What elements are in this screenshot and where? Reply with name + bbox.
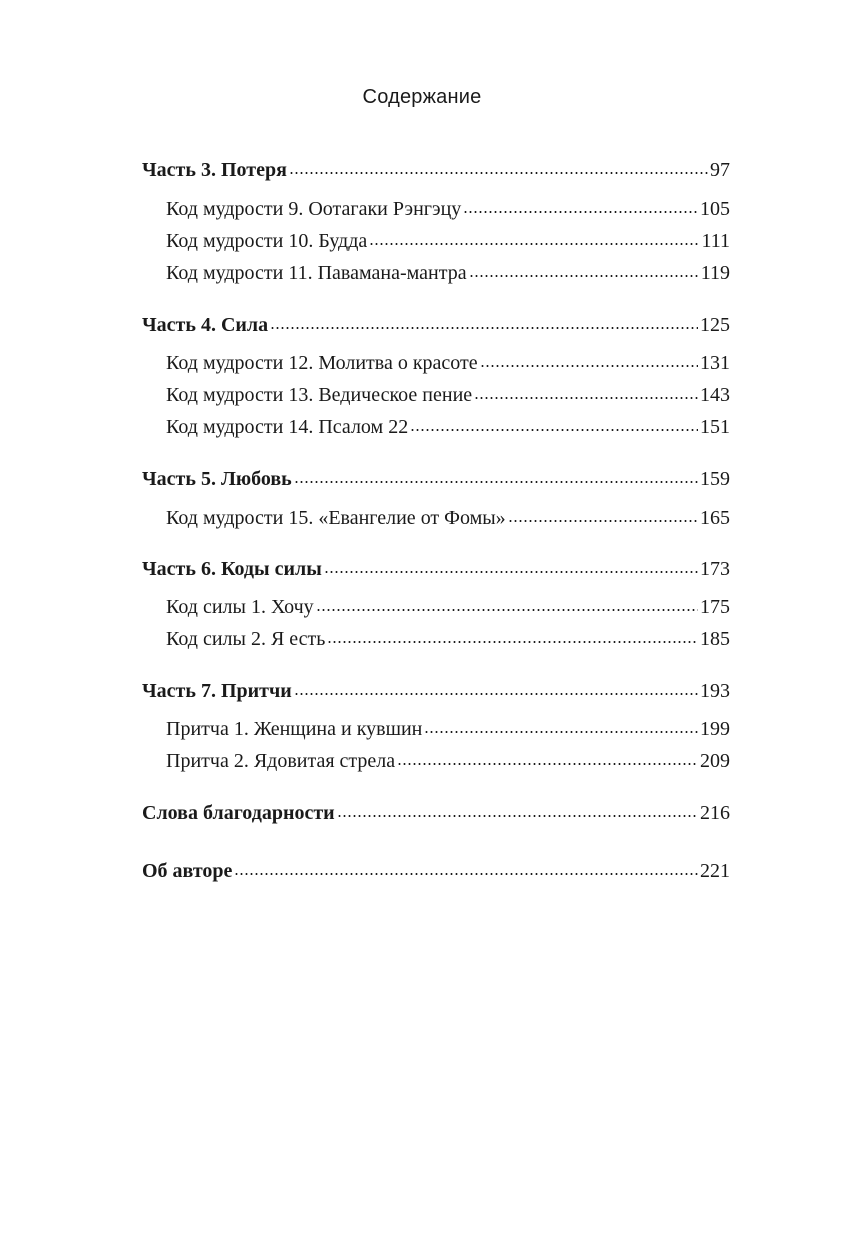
toc-entry-wisdom-code-12 [166,348,730,378]
dot-leader [480,365,698,367]
toc-entry-page: 151 [700,416,730,438]
toc-entry-power-code-2 [166,624,730,654]
toc-entry-label: Код мудрости 13. Ведическое пение [166,384,473,406]
dot-leader [327,641,698,643]
dot-leader [410,429,698,431]
toc-entry-part-7 [142,676,730,706]
page-title: Содержание [362,86,482,108]
toc-entry-label: Код мудрости 9. Оотагаки Рэнгэцу [166,198,462,220]
toc-entry-page: 209 [700,750,730,772]
dot-leader [234,873,698,875]
toc-entry-label: Код мудрости 10. Будда [166,230,368,252]
toc-entry-label: Код мудрости 11. Павамана-мантра [166,262,467,284]
dot-leader [469,275,699,277]
toc-entry-label: Притча 2. Ядовитая стрела [166,750,396,772]
toc-entry-page: 185 [700,628,730,650]
toc-entry-part-4 [142,310,730,340]
toc-entry-page: 131 [700,352,730,374]
toc-entry-wisdom-code-15 [166,503,730,533]
dot-leader [369,243,699,245]
toc-entry-label: Код мудрости 14. Псалом 22 [166,416,409,438]
dot-leader [397,763,698,765]
toc-entry-page: 175 [700,596,730,618]
toc-entry-page: 159 [700,468,730,490]
toc-entry-page: 165 [700,507,730,529]
toc-entry-page: 199 [700,718,730,740]
toc-entry-label: Часть 4. Сила [142,314,269,336]
dot-leader [294,693,698,695]
toc-entry-wisdom-code-10 [166,226,730,256]
dot-leader [474,397,698,399]
dot-leader [463,211,698,213]
toc-entry-label: Код мудрости 12. Молитва о красоте [166,352,478,374]
toc-entry-label: Притча 1. Женщина и кувшин [166,718,423,740]
toc-entry-wisdom-code-11 [166,258,730,288]
toc-entry-page: 119 [700,262,730,284]
toc-entry-label: Код силы 1. Хочу [166,596,314,618]
toc-entry-page: 143 [700,384,730,406]
toc-entry-label: Часть 3. Потеря [142,159,287,181]
toc-entry-label: Слова благодарности [142,802,335,824]
toc-entry-page: 125 [700,314,730,336]
toc-entry-label: Часть 7. Притчи [142,680,292,702]
toc-entry-acknowledgements [142,798,730,828]
dot-leader [337,815,698,817]
toc-entry-page: 105 [700,198,730,220]
toc-entry-page: 216 [700,802,730,824]
toc-entry-page: 221 [700,860,730,882]
toc-entry-page: 173 [700,558,730,580]
toc-entry-page: 193 [700,680,730,702]
dot-leader [424,731,698,733]
dot-leader [270,327,698,329]
toc-entry-label: Часть 6. Коды силы [142,558,322,580]
toc-entry-power-code-1 [166,592,730,622]
dot-leader [294,481,698,483]
toc-entry-page: 97 [710,159,730,181]
toc-entry-page: 111 [701,230,730,252]
dot-leader [324,571,698,573]
toc-entry-wisdom-code-14 [166,412,730,442]
toc-entry-parable-2 [166,746,730,776]
dot-leader [508,520,698,522]
toc-entry-part-5 [142,464,730,494]
toc-entry-label: Часть 5. Любовь [142,468,292,490]
toc-entry-parable-1 [166,714,730,744]
toc-entry-wisdom-code-13 [166,380,730,410]
toc-entry-part-6 [142,554,730,584]
toc-entry-label: Код мудрости 15. «Евангелие от Фомы» [166,507,506,529]
dot-leader [289,172,708,174]
toc-entry-label: Код силы 2. Я есть [166,628,326,650]
toc-entry-about-author [142,856,730,886]
toc-entry-part-3 [142,155,730,185]
toc-entry-wisdom-code-9 [166,194,730,224]
toc-entry-label: Об авторе [142,860,233,882]
dot-leader [316,609,698,611]
